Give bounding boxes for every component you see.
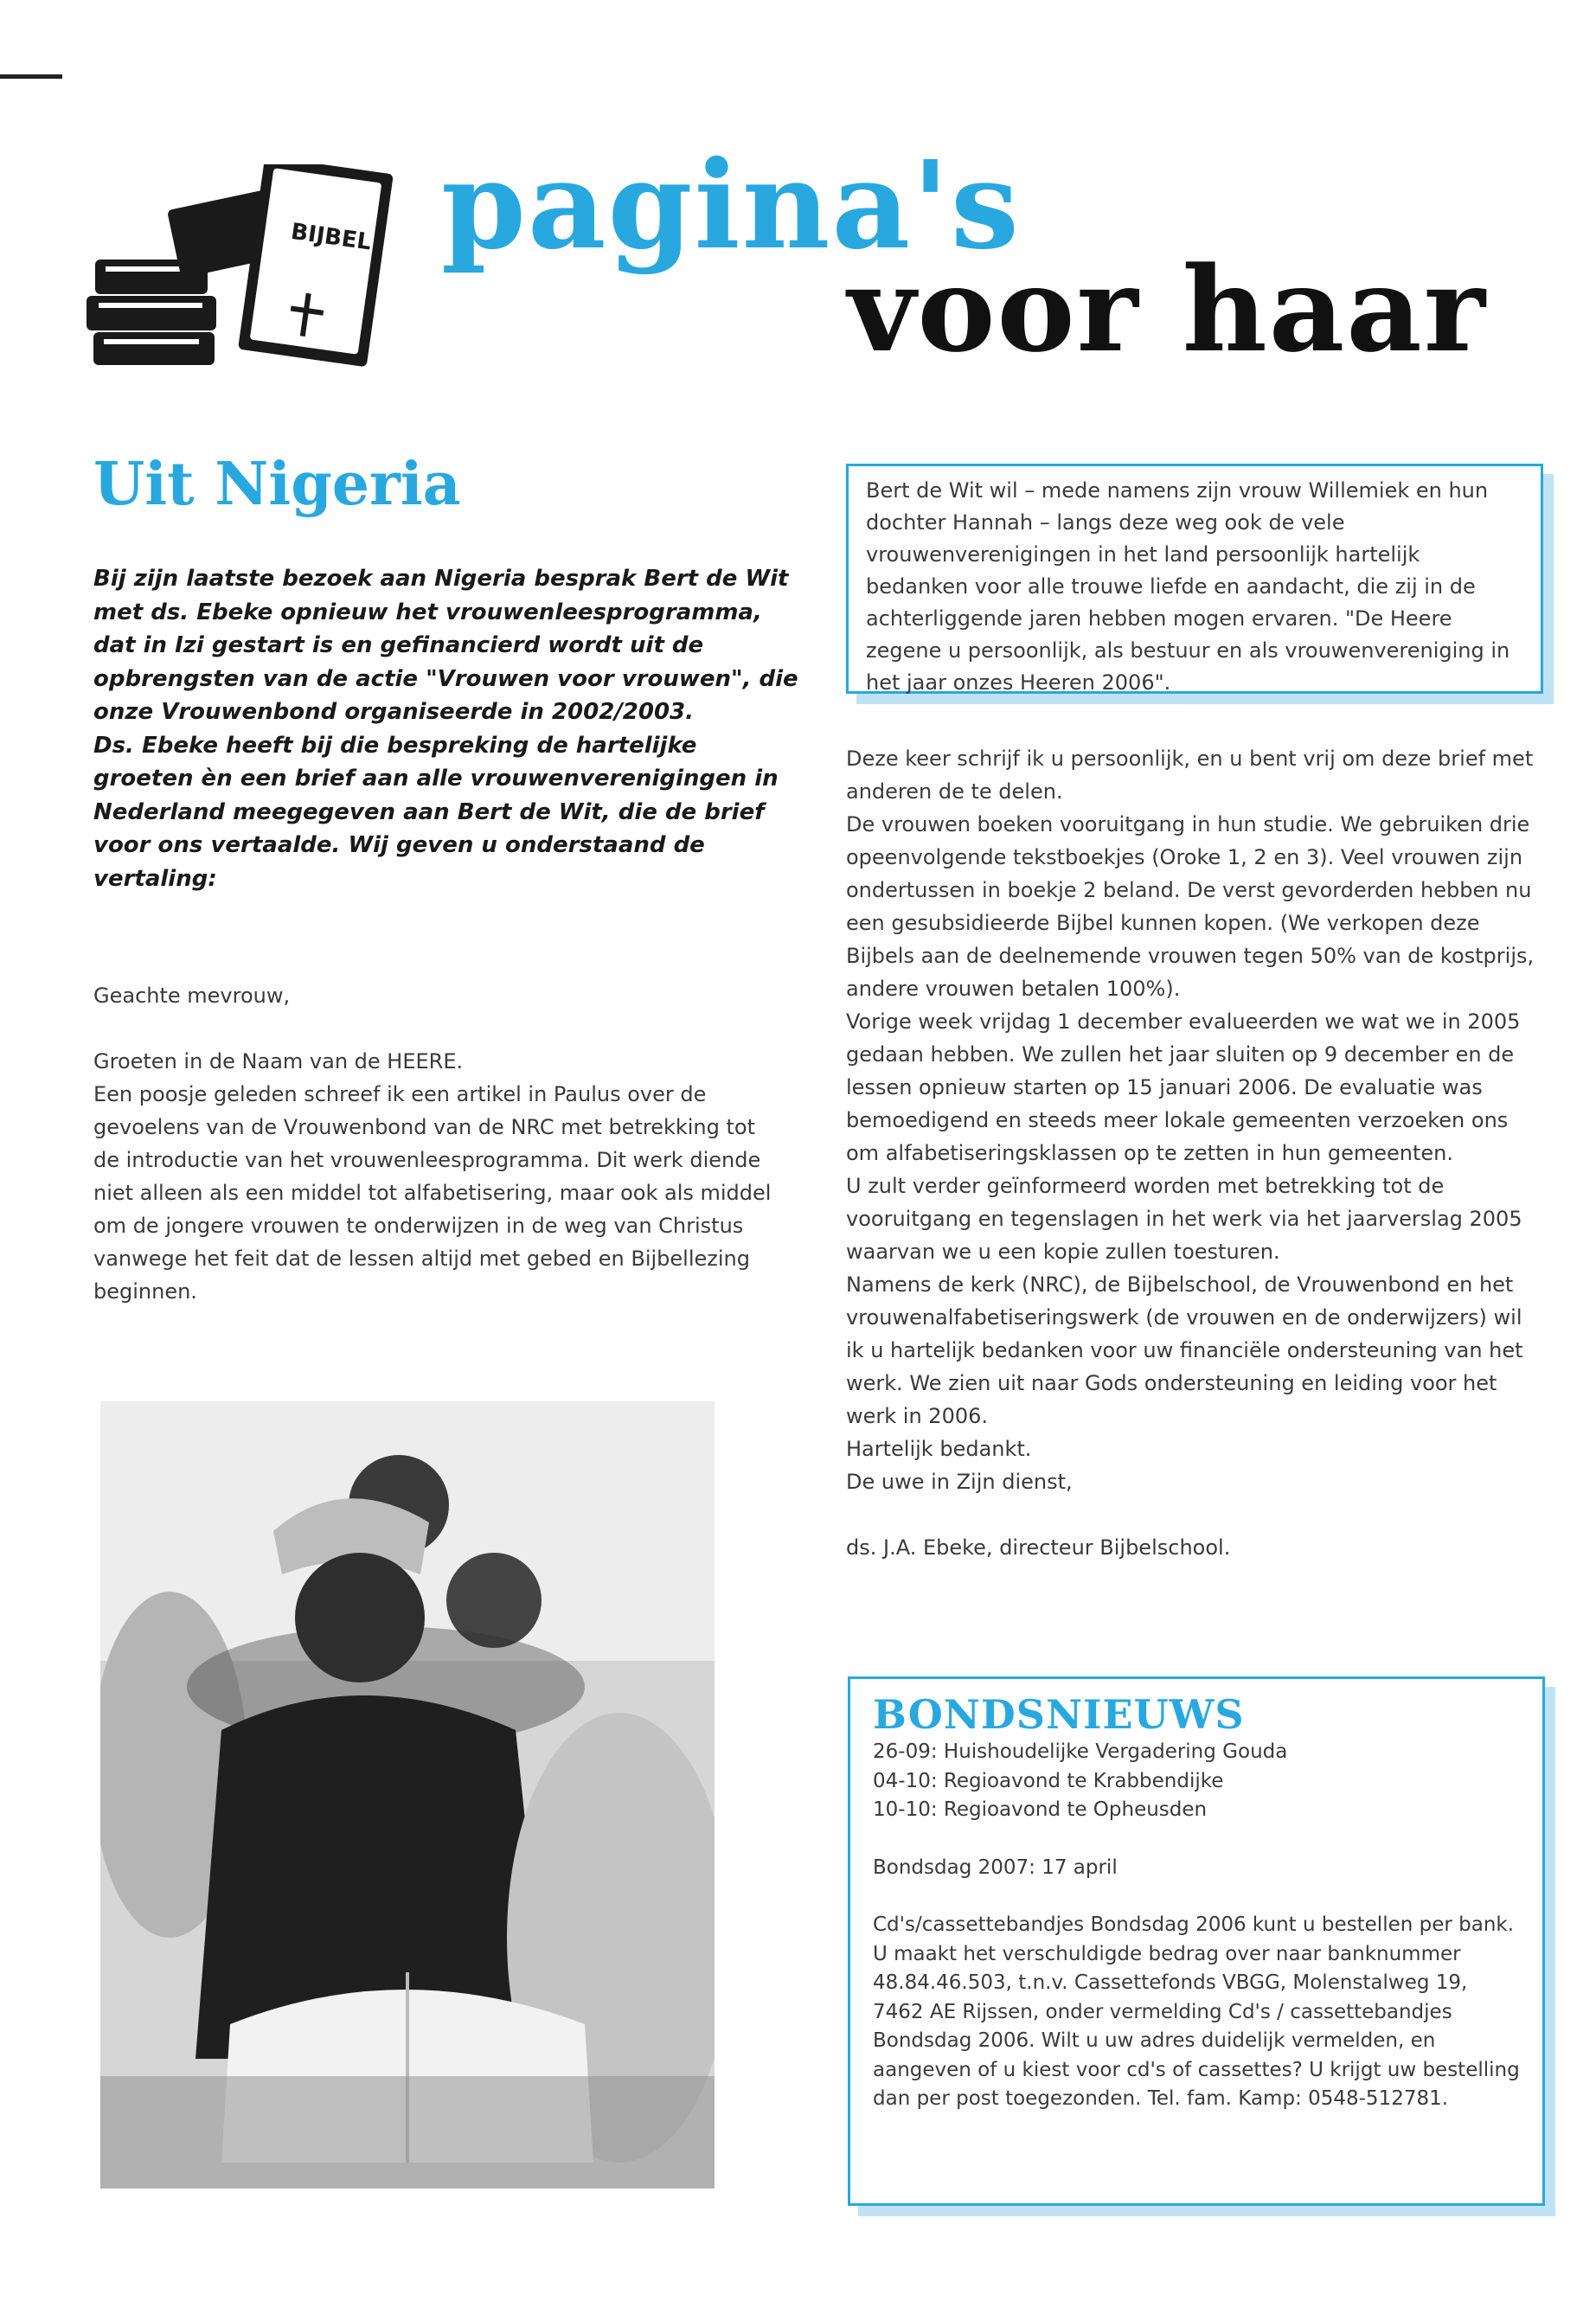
book-stack-icon: [87, 164, 394, 367]
bondsnieuws-title: BONDSNIEUWS: [873, 1691, 1245, 1738]
letter-paragraph: Namens de kerk (NRC), de Bijbelschool, de Vrouwenbond en het vrouwenalfabetiseringswerk (de vrouwen en de onderwijzers) wil ik u hartelijk bedanken voor uw financiële ondersteuning van het werk. We zien uit naar Gods ondersteuning en leiding voor het werk in 2006.: [846, 1272, 1523, 1428]
letter-paragraph: Deze keer schrijf ik u persoonlijk, en u bent vrij om deze brief met anderen de te delen.: [846, 747, 1534, 804]
article-title: Uit Nigeria: [93, 450, 461, 519]
page-title-line2: voor haar: [848, 240, 1487, 378]
intro-paragraph: Ds. Ebeke heeft bij die bespreking de hartelijke groeten èn een brief aan alle vrouwenverenigingen in Nederland meegegeven aan Bert de Wit, die de brief voor ons vertaalde. Wij geven u onderstaand de vertaling:: [93, 732, 779, 892]
bondsdag-date: Bondsdag 2007: 17 april: [873, 1856, 1118, 1879]
logo-text: BIJBEL: [289, 218, 373, 256]
letter-closing: Hartelijk bedankt.: [846, 1437, 1032, 1461]
quote-box: Bert de Wit wil – mede namens zijn vrouw Willemiek en hun dochter Hannah – langs deze weg ook de vele vrouwenverenigingen in het land persoonlijk hartelijk bedanken voor alle trouwe liefde en aandacht, die zij in de achterliggende jaren hebben mogen ervaren. "De Heere zegene u persoonlijk, als bestuur en als vrouwenvereniging in het jaar onzes Heeren 2006".: [846, 464, 1543, 694]
photo-women-reading: [100, 1401, 715, 2189]
article-intro: [93, 562, 803, 895]
page-title-line1: pagina's: [441, 135, 1021, 277]
letter-paragraph: U zult verder geïnformeerd worden met betrekking tot de vooruitgang en tegenslagen in het werk via het jaarverslag 2005 waarvan we u een kopie zullen toesturen.: [846, 1174, 1522, 1264]
event-item: 26-09: Huishoudelijke Vergadering Gouda: [873, 1740, 1288, 1763]
letter-paragraph: Een poosje geleden schreef ik een artikel in Paulus over de gevoelens van de Vrouwenbond van de NRC met betrekking tot de introductie van het vrouwenleesprogramma. Dit werk diende niet alleen als een middel tot alfabetisering, maar ook als middel om de jongere vrouwen te onderwijzen in de weg van Christus vanwege het feit dat de lessen altijd met gebed en Bijbellezing beginnen.: [93, 1082, 772, 1304]
bondsnieuws-box: [848, 1676, 1545, 2206]
salutation: Geachte mevrouw,: [93, 984, 291, 1008]
intro-paragraph: Bij zijn laatste bezoek aan Nigeria besprak Bert de Wit met ds. Ebeke opnieuw het vrouwenleesprogramma, dat in Izi gestart is en gefinancierd wordt uit de opbrengsten van de actie "Vrouwen voor vrouwen", die onze Vrouwenbond organiseerde in 2002/2003.: [93, 566, 798, 725]
event-item: 10-10: Regioavond te Opheusden: [873, 1798, 1208, 1821]
order-info: Cd's/cassettebandjes Bondsdag 2006 kunt u bestellen per bank.: [873, 1913, 1515, 1936]
greeting: Groeten in de Naam van de HEERE.: [93, 1049, 464, 1074]
letter-paragraph: De vrouwen boeken vooruitgang in hun studie. We gebruiken drie opeenvolgende tekstboekjes (Oroke 1, 2 en 3). Veel vrouwen zijn ondertussen in boekje 2 beland. De verst gevorderden hebben nu een gesubsidieerde Bijbel kunnen kopen. (We verkopen deze Bijbels aan de deelnemende vrouwen tegen 50% van de kostprijs, andere vrouwen betalen 100%).: [846, 812, 1535, 1001]
photo-illustration: [100, 1401, 715, 2189]
letter-body-right: [846, 742, 1542, 1564]
event-item: 04-10: Regioavond te Krabbendijke: [873, 1769, 1224, 1792]
letter-closing: De uwe in Zijn dienst,: [846, 1470, 1073, 1494]
signature: ds. J.A. Ebeke, directeur Bijbelschool.: [846, 1535, 1231, 1560]
corner-mark: [0, 74, 62, 79]
bible-books-logo: [87, 164, 398, 372]
letter-paragraph: Vorige week vrijdag 1 december evalueerden we wat we in 2005 gedaan hebben. We zullen het jaar sluiten op 9 december en de lessen opnieuw starten op 15 januari 2006. De evaluatie was bemoedigend en steeds meer lokale gemeenten verzoeken ons om alfabetiseringsklassen op te zetten in hun gemeenten.: [846, 1009, 1521, 1165]
payment-info: U maakt het verschuldigde bedrag over naar banknummer 48.84.46.503, t.n.v. Cassettefonds VBGG, Molenstalweg 19, 7462 AE Rijssen, onder vermelding Cd's / cassettebandjes Bondsdag 2006. Wilt u uw adres duidelijk vermelden, en aangeven of u kiest voor cd's of cassettes? U krijgt uw bestelling dan per post toegezonden. Tel. fam. Kamp: 0548-512781.: [873, 1942, 1520, 2110]
letter-body-left: [93, 979, 785, 1308]
